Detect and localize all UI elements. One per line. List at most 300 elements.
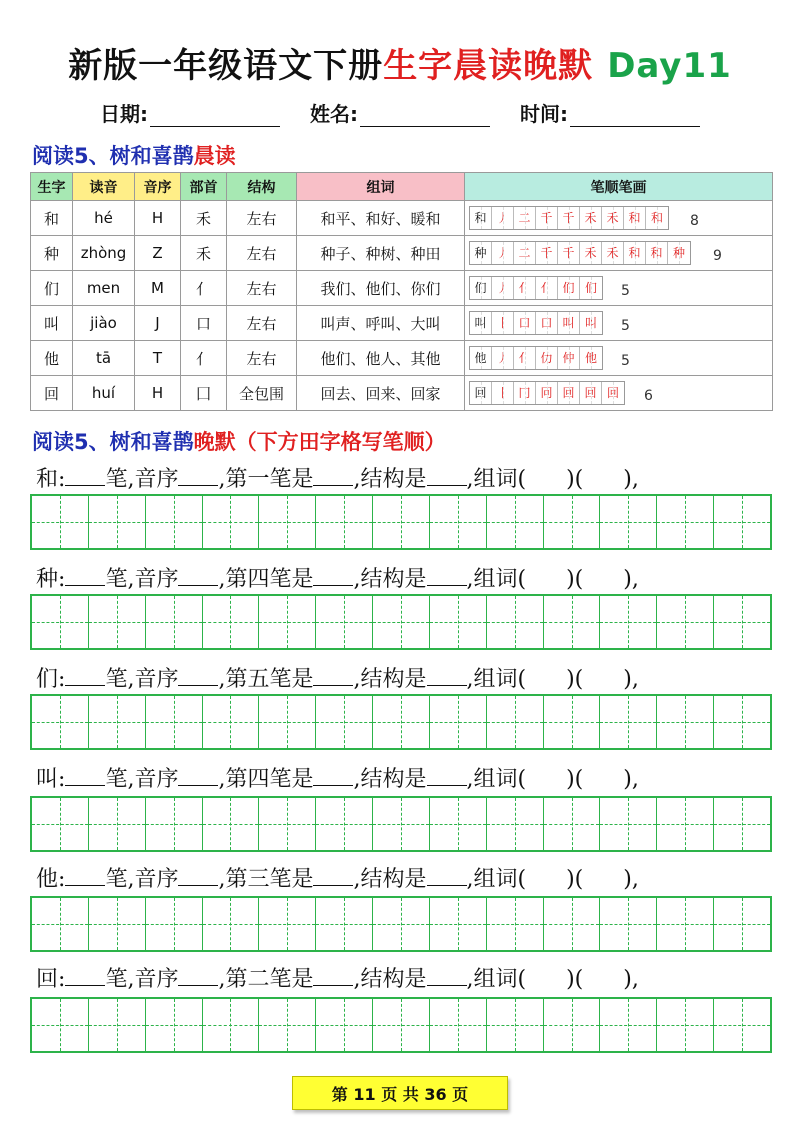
- stroke-step: 亻: [536, 277, 558, 299]
- tianzige-cell[interactable]: [89, 898, 146, 950]
- cell-jiegou: 左右: [227, 271, 297, 306]
- label-jiegou: 结构是: [360, 967, 427, 992]
- tianzige-cell[interactable]: [544, 496, 601, 548]
- stroke-step: 叫: [558, 312, 580, 334]
- table-header: 组词: [297, 173, 465, 201]
- tianzige-cell[interactable]: [544, 596, 601, 648]
- answer-blank[interactable]: [178, 566, 218, 586]
- question-row: [36, 562, 776, 593]
- stroke-step: 千: [558, 207, 580, 229]
- tianzige-cell[interactable]: [316, 798, 373, 850]
- character-table: [30, 172, 773, 411]
- tianzige-cell[interactable]: [373, 999, 430, 1051]
- stroke-step: 仂: [536, 347, 558, 369]
- stroke-step: 丿: [492, 347, 514, 369]
- tianzige-cell[interactable]: [600, 696, 657, 748]
- page-title: 新版一年级语文下册生字晨读晚默 Day11: [68, 46, 732, 86]
- stroke-count: 6: [644, 388, 653, 405]
- paren-end: ),: [623, 967, 639, 992]
- tianzige-cell[interactable]: [600, 898, 657, 950]
- stroke-order-cell: [465, 376, 773, 411]
- tianzige-cell[interactable]: [259, 596, 316, 648]
- question-char: 和: [36, 467, 59, 492]
- label-bi: 笔: [105, 867, 128, 892]
- stroke-order-cell: [465, 341, 773, 376]
- answer-blank[interactable]: [427, 966, 467, 986]
- cell-pinyin: jiào: [73, 306, 135, 341]
- tianzige-cell[interactable]: [714, 898, 770, 950]
- comma: ,: [218, 967, 226, 992]
- section-morning-heading: 阅读5、树和喜鹊晨读: [32, 144, 236, 168]
- tianzige-cell[interactable]: [89, 696, 146, 748]
- tianzige-cell[interactable]: [259, 496, 316, 548]
- comma: ,: [466, 967, 474, 992]
- tianzige-cell[interactable]: [259, 798, 316, 850]
- tianzige-cell[interactable]: [32, 496, 89, 548]
- label-yinxu: 音序: [134, 767, 179, 792]
- tianzige-cell[interactable]: [32, 596, 89, 648]
- tianzige-cell[interactable]: [32, 999, 89, 1051]
- tianzige-cell[interactable]: [487, 496, 544, 548]
- cell-xu: H: [135, 201, 181, 236]
- stroke-step: 禾: [602, 242, 624, 264]
- answer-blank[interactable]: [313, 766, 353, 786]
- question-char: 他: [36, 867, 59, 892]
- cell-bushou: 囗: [181, 376, 227, 411]
- cell-jiegou: 左右: [227, 341, 297, 376]
- label-zuci: 组词(: [473, 867, 527, 892]
- cell-xu: Z: [135, 236, 181, 271]
- tianzige-cell[interactable]: [316, 696, 373, 748]
- comma: ,: [466, 467, 474, 492]
- tianzige-cell[interactable]: [657, 596, 714, 648]
- paren-mid: )(: [566, 467, 584, 492]
- answer-blank[interactable]: [65, 966, 105, 986]
- stroke-step: 叫: [470, 312, 492, 334]
- tianzige-cell[interactable]: [32, 798, 89, 850]
- tianzige-cell[interactable]: [487, 898, 544, 950]
- table-header: 结构: [227, 173, 297, 201]
- stroke-count: 5: [621, 353, 630, 370]
- date-field: 日期:: [100, 98, 280, 127]
- stroke-step: 和: [646, 207, 668, 229]
- stroke-step: 丿: [492, 277, 514, 299]
- stroke-strip: [469, 276, 603, 300]
- stroke-step: 口: [514, 312, 536, 334]
- tianzige-cell[interactable]: [373, 696, 430, 748]
- stroke-order-cell: [465, 236, 773, 271]
- tianzige-cell[interactable]: [146, 999, 203, 1051]
- tianzige-cell[interactable]: [714, 596, 770, 648]
- stroke-step: 冂: [514, 382, 536, 404]
- comma: ,: [127, 467, 135, 492]
- stroke-step: 回: [580, 382, 602, 404]
- tianzige-cell[interactable]: [600, 798, 657, 850]
- cell-pinyin: men: [73, 271, 135, 306]
- stroke-step: 们: [470, 277, 492, 299]
- question-row: [36, 862, 776, 893]
- cell-char: 叫: [31, 306, 73, 341]
- table-header: 笔顺笔画: [465, 173, 773, 201]
- table-header: 读音: [73, 173, 135, 201]
- cell-pinyin: huí: [73, 376, 135, 411]
- tianzige-cell[interactable]: [430, 999, 487, 1051]
- cell-jiegou: 左右: [227, 236, 297, 271]
- answer-blank[interactable]: [178, 866, 218, 886]
- tianzige-cell[interactable]: [373, 898, 430, 950]
- comma: ,: [218, 667, 226, 692]
- stroke-step: 冋: [536, 382, 558, 404]
- label-jiegou: 结构是: [360, 467, 427, 492]
- tianzige-cell[interactable]: [146, 596, 203, 648]
- paren-mid: )(: [566, 567, 584, 592]
- tianzige-cell[interactable]: [657, 898, 714, 950]
- tianzige-grid: [30, 796, 772, 852]
- comma: ,: [218, 467, 226, 492]
- cell-jiegou: 左右: [227, 201, 297, 236]
- cell-words: 他们、他人、其他: [297, 341, 465, 376]
- tianzige-cell[interactable]: [714, 496, 770, 548]
- label-ordinal: 第一笔是: [225, 467, 314, 492]
- label-jiegou: 结构是: [360, 667, 427, 692]
- answer-blank[interactable]: [313, 966, 353, 986]
- stroke-step: 亻: [514, 347, 536, 369]
- tianzige-cell[interactable]: [146, 696, 203, 748]
- comma: ,: [127, 967, 135, 992]
- label-bi: 笔: [105, 967, 128, 992]
- paren-end: ),: [623, 567, 639, 592]
- stroke-strip: [469, 346, 603, 370]
- paren-mid: )(: [566, 867, 584, 892]
- stroke-step: 千: [558, 242, 580, 264]
- cell-bushou: 亻: [181, 341, 227, 376]
- cell-xu: J: [135, 306, 181, 341]
- time-field: 时间:: [520, 98, 700, 127]
- stroke-step: 丨: [492, 312, 514, 334]
- answer-blank[interactable]: [65, 766, 105, 786]
- answer-blank[interactable]: [427, 566, 467, 586]
- stroke-strip: [469, 381, 625, 405]
- tianzige-cell[interactable]: [203, 496, 260, 548]
- table-header: 生字: [31, 173, 73, 201]
- cell-pinyin: tā: [73, 341, 135, 376]
- colon: :: [58, 667, 66, 692]
- stroke-step: 们: [558, 277, 580, 299]
- comma: ,: [353, 967, 361, 992]
- answer-blank[interactable]: [427, 466, 467, 486]
- comma: ,: [127, 567, 135, 592]
- tianzige-cell[interactable]: [657, 999, 714, 1051]
- answer-blank[interactable]: [178, 666, 218, 686]
- label-jiegou: 结构是: [360, 767, 427, 792]
- stroke-step: 禾: [602, 207, 624, 229]
- tianzige-cell[interactable]: [32, 696, 89, 748]
- stroke-step: 和: [470, 207, 492, 229]
- label-jiegou: 结构是: [360, 567, 427, 592]
- paren-end: ),: [623, 667, 639, 692]
- comma: ,: [466, 767, 474, 792]
- label-yinxu: 音序: [134, 567, 179, 592]
- tianzige-cell[interactable]: [373, 798, 430, 850]
- tianzige-grid: [30, 896, 772, 952]
- comma: ,: [466, 867, 474, 892]
- stroke-step: 回: [470, 382, 492, 404]
- tianzige-cell[interactable]: [714, 798, 770, 850]
- comma: ,: [466, 567, 474, 592]
- tianzige-cell[interactable]: [316, 898, 373, 950]
- tianzige-cell[interactable]: [714, 999, 770, 1051]
- stroke-order-cell: [465, 271, 773, 306]
- stroke-step: 回: [602, 382, 624, 404]
- cell-words: 回去、回来、回家: [297, 376, 465, 411]
- table-header: 部首: [181, 173, 227, 201]
- comma: ,: [353, 467, 361, 492]
- colon: :: [58, 467, 66, 492]
- tianzige-cell[interactable]: [316, 999, 373, 1051]
- answer-blank[interactable]: [178, 466, 218, 486]
- label-ordinal: 第五笔是: [225, 667, 314, 692]
- tianzige-cell[interactable]: [203, 798, 260, 850]
- tianzige-cell[interactable]: [89, 496, 146, 548]
- answer-blank[interactable]: [313, 566, 353, 586]
- stroke-strip: [469, 311, 603, 335]
- stroke-count: 5: [621, 318, 630, 335]
- label-yinxu: 音序: [134, 467, 179, 492]
- answer-blank[interactable]: [427, 766, 467, 786]
- tianzige-cell[interactable]: [600, 999, 657, 1051]
- section-evening-heading: 阅读5、树和喜鹊晚默（下方田字格写笔顺）: [32, 430, 446, 454]
- label-ordinal: 第四笔是: [225, 567, 314, 592]
- table-header: 音序: [135, 173, 181, 201]
- label-zuci: 组词(: [473, 467, 527, 492]
- label-jiegou: 结构是: [360, 867, 427, 892]
- answer-blank[interactable]: [65, 566, 105, 586]
- question-char: 们: [36, 667, 59, 692]
- colon: :: [58, 967, 66, 992]
- cell-xu: M: [135, 271, 181, 306]
- label-bi: 笔: [105, 767, 128, 792]
- answer-blank[interactable]: [65, 866, 105, 886]
- answer-blank[interactable]: [178, 966, 218, 986]
- label-zuci: 组词(: [473, 767, 527, 792]
- cell-char: 他: [31, 341, 73, 376]
- stroke-step: 种: [470, 242, 492, 264]
- comma: ,: [353, 867, 361, 892]
- paren-mid: )(: [566, 667, 584, 692]
- stroke-step: 他: [470, 347, 492, 369]
- comma: ,: [127, 767, 135, 792]
- label-ordinal: 第二笔是: [225, 967, 314, 992]
- cell-pinyin: hé: [73, 201, 135, 236]
- stroke-step: 回: [558, 382, 580, 404]
- table-row: [31, 201, 773, 236]
- tianzige-cell[interactable]: [146, 496, 203, 548]
- tianzige-cell[interactable]: [487, 999, 544, 1051]
- tianzige-cell[interactable]: [259, 696, 316, 748]
- cell-words: 叫声、呼叫、大叫: [297, 306, 465, 341]
- question-row: [36, 662, 776, 693]
- answer-blank[interactable]: [313, 866, 353, 886]
- tianzige-cell[interactable]: [259, 999, 316, 1051]
- label-bi: 笔: [105, 467, 128, 492]
- cell-jiegou: 左右: [227, 306, 297, 341]
- stroke-order-cell: [465, 201, 773, 236]
- label-yinxu: 音序: [134, 867, 179, 892]
- question-row: [36, 962, 776, 993]
- tianzige-cell[interactable]: [146, 798, 203, 850]
- tianzige-cell[interactable]: [316, 596, 373, 648]
- comma: ,: [353, 567, 361, 592]
- colon: :: [58, 567, 66, 592]
- label-zuci: 组词(: [473, 567, 527, 592]
- table-row: [31, 376, 773, 411]
- tianzige-cell[interactable]: [657, 496, 714, 548]
- tianzige-cell[interactable]: [203, 999, 260, 1051]
- stroke-step: 禾: [580, 207, 602, 229]
- tianzige-cell[interactable]: [146, 898, 203, 950]
- tianzige-cell[interactable]: [714, 696, 770, 748]
- cell-xu: T: [135, 341, 181, 376]
- paren-mid: )(: [566, 967, 584, 992]
- tianzige-cell[interactable]: [544, 999, 601, 1051]
- label-zuci: 组词(: [473, 667, 527, 692]
- tianzige-cell[interactable]: [89, 798, 146, 850]
- cell-words: 和平、和好、暖和: [297, 201, 465, 236]
- tianzige-cell[interactable]: [487, 798, 544, 850]
- comma: ,: [218, 867, 226, 892]
- tianzige-cell[interactable]: [487, 696, 544, 748]
- answer-blank[interactable]: [65, 666, 105, 686]
- tianzige-cell[interactable]: [544, 798, 601, 850]
- tianzige-grid: [30, 694, 772, 750]
- tianzige-cell[interactable]: [430, 596, 487, 648]
- answer-blank[interactable]: [178, 766, 218, 786]
- cell-bushou: 禾: [181, 236, 227, 271]
- stroke-step: 二: [514, 207, 536, 229]
- question-char: 叫: [36, 767, 59, 792]
- tianzige-cell[interactable]: [89, 596, 146, 648]
- stroke-step: 口: [536, 312, 558, 334]
- tianzige-cell[interactable]: [203, 696, 260, 748]
- answer-blank[interactable]: [65, 466, 105, 486]
- stroke-step: 禾: [580, 242, 602, 264]
- colon: :: [58, 767, 66, 792]
- stroke-step: 仲: [558, 347, 580, 369]
- table-row: [31, 236, 773, 271]
- page-number-badge: 第 11 页 共 36 页: [292, 1076, 508, 1110]
- comma: ,: [466, 667, 474, 692]
- cell-jiegou: 全包围: [227, 376, 297, 411]
- cell-bushou: 禾: [181, 201, 227, 236]
- tianzige-cell[interactable]: [89, 999, 146, 1051]
- stroke-step: 亻: [514, 277, 536, 299]
- answer-blank[interactable]: [427, 666, 467, 686]
- tianzige-cell[interactable]: [544, 898, 601, 950]
- paren-end: ),: [623, 467, 639, 492]
- colon: :: [58, 867, 66, 892]
- tianzige-cell[interactable]: [430, 898, 487, 950]
- paren-end: ),: [623, 767, 639, 792]
- stroke-step: 千: [536, 242, 558, 264]
- question-char: 回: [36, 967, 59, 992]
- tianzige-cell[interactable]: [203, 898, 260, 950]
- label-zuci: 组词(: [473, 967, 527, 992]
- label-bi: 笔: [105, 567, 128, 592]
- tianzige-cell[interactable]: [32, 898, 89, 950]
- stroke-step: 和: [646, 242, 668, 264]
- stroke-step: 们: [580, 277, 602, 299]
- tianzige-cell[interactable]: [373, 596, 430, 648]
- question-row: [36, 762, 776, 793]
- tianzige-cell[interactable]: [600, 596, 657, 648]
- stroke-step: 叫: [580, 312, 602, 334]
- paren-mid: )(: [566, 767, 584, 792]
- comma: ,: [218, 767, 226, 792]
- cell-char: 种: [31, 236, 73, 271]
- table-row: [31, 341, 773, 376]
- cell-pinyin: zhòng: [73, 236, 135, 271]
- stroke-step: 二: [514, 242, 536, 264]
- stroke-count: 5: [621, 283, 630, 300]
- tianzige-grid: [30, 494, 772, 550]
- cell-words: 我们、他们、你们: [297, 271, 465, 306]
- stroke-order-cell: [465, 306, 773, 341]
- label-yinxu: 音序: [134, 967, 179, 992]
- tianzige-cell[interactable]: [544, 696, 601, 748]
- stroke-step: 丿: [492, 207, 514, 229]
- label-yinxu: 音序: [134, 667, 179, 692]
- tianzige-cell[interactable]: [430, 496, 487, 548]
- tianzige-cell[interactable]: [259, 898, 316, 950]
- comma: ,: [127, 667, 135, 692]
- cell-char: 和: [31, 201, 73, 236]
- label-bi: 笔: [105, 667, 128, 692]
- stroke-strip: [469, 206, 669, 230]
- stroke-count: 9: [713, 248, 722, 265]
- tianzige-cell[interactable]: [430, 798, 487, 850]
- tianzige-cell[interactable]: [657, 798, 714, 850]
- tianzige-cell[interactable]: [373, 496, 430, 548]
- cell-xu: H: [135, 376, 181, 411]
- stroke-step: 丨: [492, 382, 514, 404]
- stroke-step: 他: [580, 347, 602, 369]
- tianzige-cell[interactable]: [487, 596, 544, 648]
- answer-blank[interactable]: [313, 666, 353, 686]
- stroke-step: 和: [624, 242, 646, 264]
- comma: ,: [353, 767, 361, 792]
- name-field: 姓名:: [310, 98, 490, 127]
- stroke-count: 8: [690, 213, 699, 230]
- cell-words: 种子、种树、种田: [297, 236, 465, 271]
- tianzige-cell[interactable]: [657, 696, 714, 748]
- cell-char: 回: [31, 376, 73, 411]
- cell-char: 们: [31, 271, 73, 306]
- info-row: [0, 98, 800, 127]
- comma: ,: [218, 567, 226, 592]
- answer-blank[interactable]: [313, 466, 353, 486]
- label-ordinal: 第四笔是: [225, 767, 314, 792]
- paren-end: ),: [623, 867, 639, 892]
- tianzige-cell[interactable]: [600, 496, 657, 548]
- question-char: 种: [36, 567, 59, 592]
- answer-blank[interactable]: [427, 866, 467, 886]
- tianzige-cell[interactable]: [430, 696, 487, 748]
- question-row: [36, 462, 776, 493]
- stroke-step: 千: [536, 207, 558, 229]
- stroke-step: 种: [668, 242, 690, 264]
- tianzige-cell[interactable]: [316, 496, 373, 548]
- tianzige-cell[interactable]: [203, 596, 260, 648]
